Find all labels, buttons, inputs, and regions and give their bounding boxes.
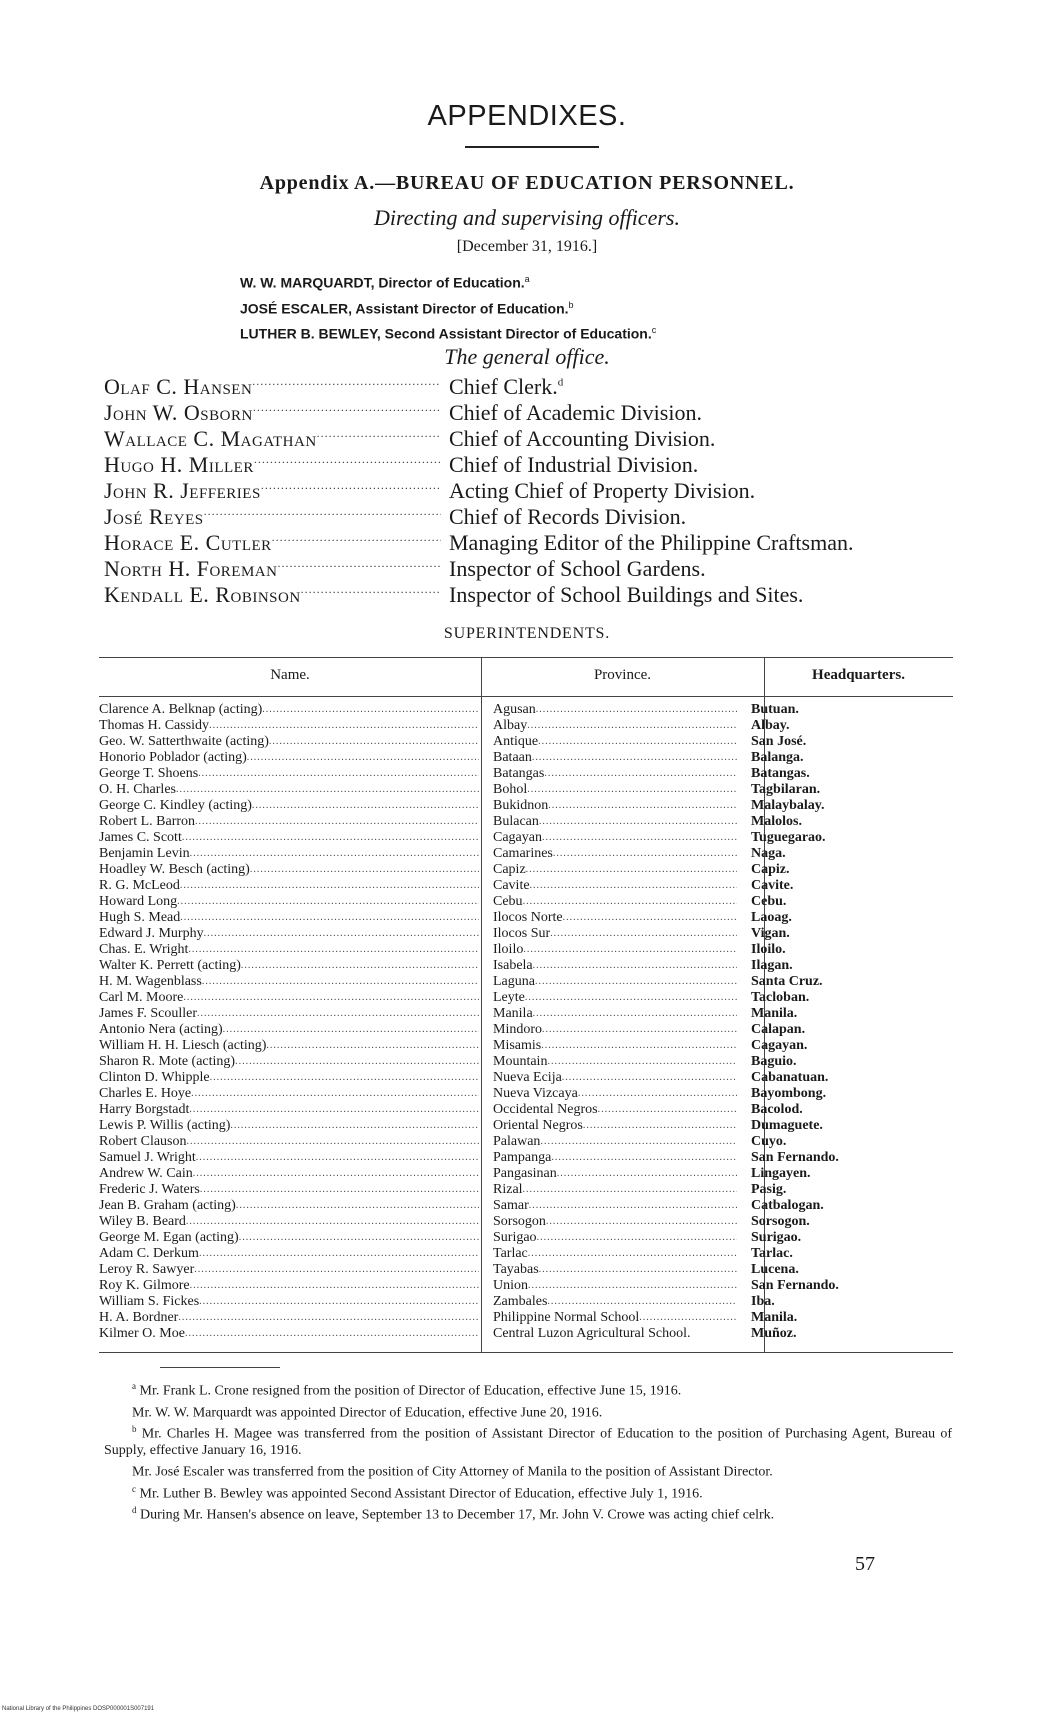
cell-province: Occidental Negros ..... [479,1102,737,1118]
footnotes [104,1378,952,1524]
date-line: [December 31, 1916.] [456,238,598,255]
cell-province: Ilocos Sur ..... [479,926,737,942]
table-row [99,702,953,718]
cell-name: O. H. Charles ..... [99,782,479,798]
footnote-text: Mr. José Escaler was transferred from the position of City Attorney of Manila to the position of Assistant Director. [132,1464,773,1480]
general-office-heading: The general office. [444,344,610,369]
officer-line: JOSÉ ESCALER, Assistant Director of Education.$^b$ [240,299,574,317]
cell-name: Andrew W. Cain ..... [99,1166,479,1182]
cell-province: Antique ..... [479,734,737,750]
cell-province: Cavite ..... [479,878,737,894]
staff-title-text: Inspector of School Gardens. [449,556,706,581]
page-number: 57 [855,1553,875,1575]
staff-name [104,400,441,426]
table-row [99,974,953,990]
staff-name [104,426,441,452]
cell-headquarters: Cabanatuan. [751,1070,829,1085]
leader-dots [254,452,441,478]
table-row [99,1214,953,1230]
cell-province: Rizal ..... [479,1182,737,1198]
table-row [99,1054,953,1070]
staff-name [104,530,441,556]
cell-headquarters: Batangas. [751,766,810,781]
leader-dots [261,478,441,504]
cell-name: Leroy R. Sawyer ..... [99,1262,479,1278]
cell-name: Hugh S. Mead ..... [99,910,479,926]
cell-province: Cagayan ..... [479,830,737,846]
table-row [99,1294,953,1310]
staff-row [104,400,964,426]
table-row [99,942,953,958]
cell-name: Sharon R. Mote (acting) ..... [99,1054,479,1070]
staff-name-text: North H. Foreman [104,556,278,581]
table-header-rule [99,696,953,697]
cell-headquarters: Ilagan. [751,958,793,973]
table-row [99,1022,953,1038]
table-row [99,1246,953,1262]
scan-footer: National Library of the Philippines DOSP000001S007191 [2,1706,155,1712]
table-row [99,1230,953,1246]
table-row [99,958,953,974]
cell-province: Manila ..... [479,1006,737,1022]
cell-headquarters: Catbalogan. [751,1198,824,1213]
table-row [99,1198,953,1214]
leader-dots [204,504,441,530]
cell-name: Wiley B. Beard ..... [99,1214,479,1230]
cell-name: Geo. W. Satterthwaite (acting) ..... [99,734,479,750]
leader-dots [253,400,441,426]
cell-name: Clarence A. Belknap (acting) ..... [99,702,479,718]
table-row [99,718,953,734]
table-top-rule [99,657,953,658]
cell-province: Camarines ..... [479,846,737,862]
officers-list [240,268,656,345]
staff-name [104,478,441,504]
leader-dots [301,582,441,608]
cell-name: Samuel J. Wright ..... [99,1150,479,1166]
table-row [99,910,953,926]
cell-headquarters: Butuan. [751,702,799,717]
cell-name: George M. Egan (acting) ..... [99,1230,479,1246]
cell-province: Mindoro ..... [479,1022,737,1038]
cell-name: Adam C. Derkum ..... [99,1246,479,1262]
staff-name [104,504,441,530]
cell-name: Walter K. Perrett (acting) ..... [99,958,479,974]
footnote-mark: c [132,1483,136,1494]
cell-headquarters: Pasig. [751,1182,787,1197]
table-row [99,1070,953,1086]
staff-title [441,374,563,400]
title-rule [465,146,599,148]
cell-headquarters: Malolos. [751,814,802,829]
staff-title-text: Acting Chief of Property Division. [449,478,756,503]
cell-province: Oriental Negros ..... [479,1118,737,1134]
cell-name: Honorio Poblador (acting) ..... [99,750,479,766]
staff-name-text: José Reyes [104,504,204,529]
cell-province: Misamis ..... [479,1038,737,1054]
appendix-heading: Appendix A.—BUREAU OF EDUCATION PERSONNEL. [259,172,795,194]
cell-name: Chas. E. Wright ..... [99,942,479,958]
cell-name: Frederic J. Waters ..... [99,1182,479,1198]
cell-headquarters: Bayombong. [751,1086,827,1101]
staff-name-text: John W. Osborn [104,400,253,425]
table-row [99,1262,953,1278]
cell-province: Central Luzon Agricultural School. [493,1326,691,1341]
cell-name: Edward J. Murphy ..... [99,926,479,942]
cell-headquarters: San José. [751,734,807,749]
staff-title [441,426,715,452]
staff-title-text: Chief of Records Division. [449,504,687,529]
cell-province: Mountain ..... [479,1054,737,1070]
table-row [99,1166,953,1182]
leader-dots [252,374,441,400]
cell-name: Kilmer O. Moe ..... [99,1326,479,1358]
footnote [104,1421,952,1459]
cell-headquarters: Bacolod. [751,1102,803,1117]
table-row [99,846,953,862]
table-row [99,878,953,894]
subheading: Directing and supervising officers. [374,205,680,230]
cell-headquarters: Iloilo. [751,942,786,957]
cell-province: Nueva Vizcaya ..... [479,1086,737,1102]
cell-name: Clinton D. Whipple ..... [99,1070,479,1086]
cell-province: Pangasinan ..... [479,1166,737,1182]
cell-headquarters: Cuyo. [751,1134,787,1149]
staff-row [104,504,964,530]
cell-name: William S. Fickes ..... [99,1294,479,1310]
table-row [99,782,953,798]
cell-name: Roy K. Gilmore ..... [99,1278,479,1294]
staff-name [104,556,441,582]
leader-dots [317,426,441,452]
superintendents-heading: SUPERINTENDENTS. [443,625,611,642]
cell-headquarters: Tuguegarao. [751,830,826,845]
table-row [99,1086,953,1102]
staff-title-text: Managing Editor of the Philippine Craftsman. [449,530,854,555]
cell-province: Tayabas ..... [479,1262,737,1278]
cell-name: Lewis P. Willis (acting) ..... [99,1118,479,1134]
header-name: Name. [270,667,310,683]
footnote-text: Mr. Frank L. Crone resigned from the position of Director of Education, effective June 15, 1916. [139,1383,682,1399]
footnote-rule [160,1367,280,1368]
staff-name-text: Horace E. Cutler [104,530,272,555]
cell-name: George C. Kindley (acting) ..... [99,798,479,814]
cell-headquarters: Iba. [751,1294,775,1309]
cell-headquarters: Dumaguete. [751,1118,823,1133]
staff-row [104,530,964,556]
page-title: APPENDIXES. [427,100,627,132]
cell-name: Benjamin Levin ..... [99,846,479,862]
staff-title [441,478,755,504]
cell-name: James C. Scott ..... [99,830,479,846]
cell-headquarters: Manila. [751,1006,798,1021]
table-row [99,734,953,750]
general-office-list [104,374,964,608]
footnote-mark: d [557,376,564,389]
cell-province: Pampanga ..... [479,1150,737,1166]
cell-province: Samar ..... [479,1198,737,1214]
table-row [99,1278,953,1294]
staff-row [104,374,964,400]
cell-province: Union ..... [479,1278,737,1294]
staff-title [441,530,854,556]
cell-headquarters: Cebu. [751,894,787,909]
cell-headquarters: Cavite. [751,878,794,893]
staff-title [441,452,698,478]
table-row [99,1102,953,1118]
cell-headquarters: Calapan. [751,1022,806,1037]
footnote [104,1400,952,1422]
cell-province: Agusan ..... [479,702,737,718]
cell-name: Charles E. Hoye ..... [99,1086,479,1102]
cell-province: Nueva Ecija ..... [479,1070,737,1086]
staff-name-text: Hugo H. Miller [104,452,254,477]
staff-row [104,426,964,452]
cell-headquarters: Naga. [751,846,786,861]
cell-province: Capiz ..... [479,862,737,878]
cell-province: Isabela ..... [479,958,737,974]
header-headquarters: Headquarters. [812,667,905,683]
cell-name: Jean B. Graham (acting) ..... [99,1198,479,1214]
cell-province: Bataan ..... [479,750,737,766]
cell-headquarters: Cagayan. [751,1038,808,1053]
footnote-text: Mr. W. W. Marquardt was appointed Director of Education, effective June 20, 1916. [132,1405,603,1421]
table-row [99,926,953,942]
cell-name: Carl M. Moore ..... [99,990,479,1006]
cell-headquarters: Vigan. [751,926,790,941]
cell-province: Tarlac ..... [479,1246,737,1262]
officer-line: LUTHER B. BEWLEY, Second Assistant Director of Education.$^c$ [240,325,657,342]
staff-name-text: John R. Jefferies [104,478,261,503]
cell-province: Zambales ..... [479,1294,737,1310]
table-row [99,766,953,782]
cell-name: Robert L. Barron ..... [99,814,479,830]
footnote-mark: d [132,1505,137,1516]
cell-name: H. M. Wagenblass ..... [99,974,479,990]
footnote [104,1502,952,1524]
table-row [99,862,953,878]
cell-headquarters: Tacloban. [751,990,810,1005]
staff-title [441,504,686,530]
cell-name: Robert Clauson ..... [99,1134,479,1150]
cell-province: Albay ..... [479,718,737,734]
staff-title [441,556,706,582]
staff-row [104,452,964,478]
cell-province: Bukidnon ..... [479,798,737,814]
cell-name: Harry Borgstadt ..... [99,1102,479,1118]
cell-province: Surigao ..... [479,1230,737,1246]
cell-province: Sorsogon ..... [479,1214,737,1230]
cell-province: Leyte ..... [479,990,737,1006]
table-row [99,1182,953,1198]
staff-name-text: Wallace C. Magathan [104,426,317,451]
cell-headquarters: Malaybalay. [751,798,825,813]
footnote-text: Mr. Charles H. Magee was transferred from the position of Assistant Director of Education to the position of Purchasing Agent, Bureau of Supply, effective January 16, 1916. [104,1426,952,1458]
leader-dots [272,530,441,556]
cell-province: Philippine Normal School ..... [479,1310,737,1326]
table-row [99,990,953,1006]
table-row [99,1134,953,1150]
footnote-text: During Mr. Hansen's absence on leave, September 13 to December 17, Mr. John V. Crowe was acting chief celrk. [140,1507,775,1523]
table-row [99,1326,953,1358]
footnote [104,1459,952,1481]
table-body [99,702,953,1358]
cell-name: Howard Long ..... [99,894,479,910]
cell-name: James F. Scouller ..... [99,1006,479,1022]
cell-headquarters: San Fernando. [751,1278,839,1293]
cell-name: Antonio Nera (acting) ..... [99,1022,479,1038]
staff-title-text: Chief Clerk. [449,374,558,399]
cell-province: Cebu ..... [479,894,737,910]
cell-headquarters: Baguio. [751,1054,797,1069]
footnote-mark: b [132,1424,137,1435]
cell-headquarters: Santa Cruz. [751,974,823,989]
cell-name: Hoadley W. Besch (acting) ..... [99,862,479,878]
staff-name [104,452,441,478]
cell-headquarters: Albay. [751,718,790,733]
leader-dots [277,556,441,582]
cell-name: H. A. Bordner ..... [99,1310,479,1326]
staff-row [104,478,964,504]
cell-headquarters: Capiz. [751,862,790,877]
cell-name: R. G. McLeod ..... [99,878,479,894]
staff-title [441,400,702,426]
cell-headquarters: Manila. [751,1310,798,1325]
table-row [99,798,953,814]
table-row [99,1118,953,1134]
staff-name [104,374,441,400]
cell-province: Palawan ..... [479,1134,737,1150]
cell-headquarters: Muñoz. [751,1326,797,1341]
footnote-text: Mr. Luther B. Bewley was appointed Second Assistant Director of Education, effective July 1, 1916. [139,1486,703,1502]
staff-title-text: Chief of Industrial Division. [449,452,699,477]
footnote [104,1481,952,1503]
cell-headquarters: Lingayen. [751,1166,811,1181]
staff-name-text: Olaf C. Hansen [104,374,253,399]
cell-headquarters: Tarlac. [751,1246,793,1261]
cell-province: Bulacan ..... [479,814,737,830]
staff-title-text: Chief of Academic Division. [449,400,702,425]
cell-province: Batangas ..... [479,766,737,782]
cell-headquarters: Tagbilaran. [751,782,821,797]
cell-province: Laguna ..... [479,974,737,990]
staff-name [104,582,441,608]
staff-title [441,582,803,608]
cell-province: Ilocos Norte ..... [479,910,737,926]
staff-name-text: Kendall E. Robinson [104,582,301,607]
footnote [104,1378,952,1400]
table-row [99,1038,953,1054]
officer-line: W. W. MARQUARDT, Director of Education.$^a$ [240,274,530,291]
staff-row [104,582,964,608]
footnote-mark: a [132,1381,136,1391]
table-row [99,1310,953,1326]
cell-headquarters: Balanga. [751,750,804,765]
header-province: Province. [593,667,652,683]
table-row [99,1150,953,1166]
cell-headquarters: San Fernando. [751,1150,839,1165]
cell-province: Iloilo ..... [479,942,737,958]
table-row [99,1006,953,1022]
cell-headquarters: Sorsogon. [751,1214,810,1229]
cell-headquarters: Laoag. [751,910,792,925]
staff-title-text: Chief of Accounting Division. [449,426,716,451]
cell-headquarters: Surigao. [751,1230,802,1245]
staff-row [104,556,964,582]
table-row [99,894,953,910]
table-row [99,814,953,830]
cell-headquarters: Lucena. [751,1262,799,1277]
table-row [99,750,953,766]
staff-title-text: Inspector of School Buildings and Sites. [449,582,804,607]
cell-province: Bohol ..... [479,782,737,798]
cell-name: Thomas H. Cassidy ..... [99,718,479,734]
table-row [99,830,953,846]
cell-name: William H. H. Liesch (acting) ..... [99,1038,479,1054]
cell-name: George T. Shoens ..... [99,766,479,782]
